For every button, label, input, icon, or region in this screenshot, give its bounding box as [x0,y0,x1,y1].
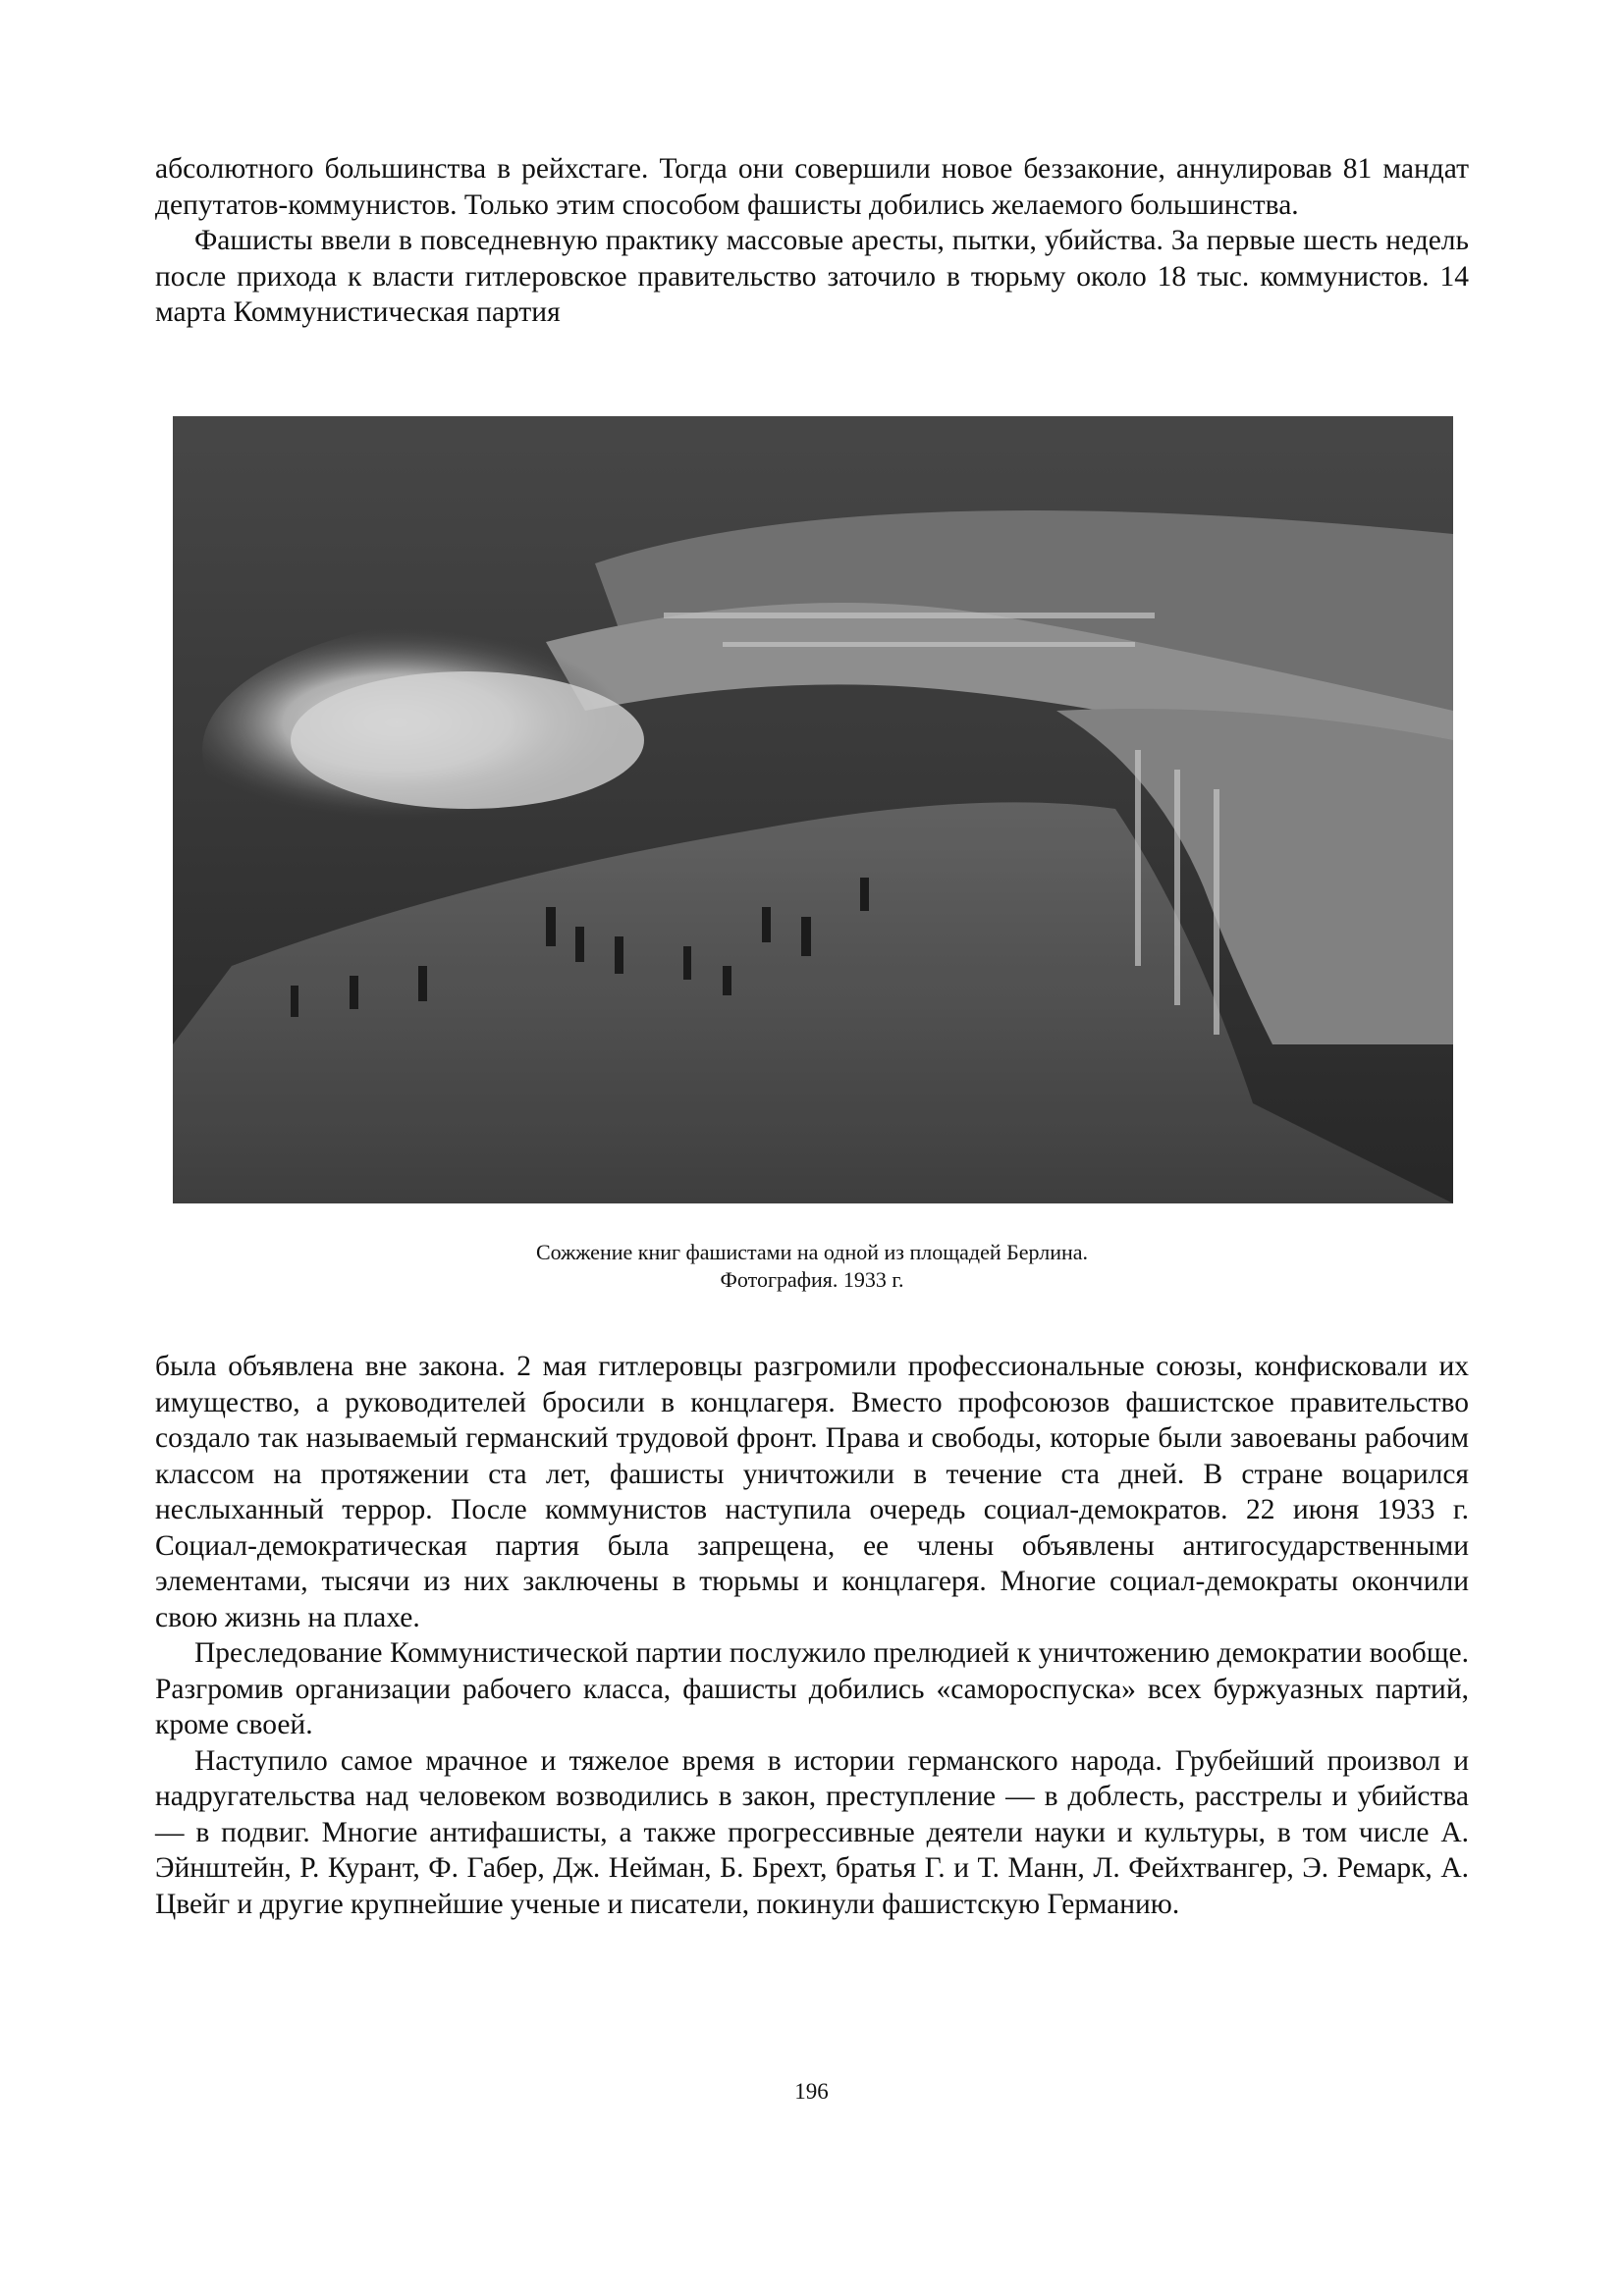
paragraph: Преследование Коммунистической партии послужило прелюдией к уничтожению демократии вообще. Разгромив организации рабочего класса, фашисты добились «самороспуска» всех буржуазных партий, кроме своей. [155,1637,1469,1740]
book-burning-photo [173,416,1453,1203]
top-text-block [155,151,1469,331]
paragraph-continuation: была объявлена вне закона. 2 мая гитлеровцы разгромили профессиональные союзы, конфисковали их имущество, а руководителей бросили в концлагеря. Вместо профсоюзов фашистское правительство создало так называемый германский трудовой фронт. Права и свободы, которые были завоеваны рабочим классом на протяжении ста лет, фашисты уничтожили в течение ста дней. В стране воцарился неслыханный террор. После коммунистов наступила очередь социал-демократов. 22 июня 1933 г. Социал-демократическая партия была запрещена, ее члены объявлены антигосударственными элементами, тысячи из них заключены в тюрьмы и концлагеря. Многие социал-демократы окончили свою жизнь на плахе. [155,1351,1469,1633]
figure-caption-source: Фотография. 1933 г. [720,1267,904,1292]
page-number: 196 [794,2079,829,2104]
paragraph-continuation: абсолютного большинства в рейхстаге. Тогда они совершили новое беззаконие, аннулировав 81 мандат депутатов-коммунистов. Только этим способом фашисты добились желаемого большинства. [155,153,1469,221]
figure-caption: Сожжение книг фашистами на одной из площадей Берлина. [535,1240,1089,1264]
paragraph: Наступило самое мрачное и тяжелое время в истории германского народа. Грубейший произвол и надругательства над человеком возводились в закон, преступление — в доблесть, расстрелы и убийства — в подвиг. Многие антифашисты, а также прогрессивные деятели науки и культуры, в том числе А. Эйнштейн, Р. Курант, Ф. Габер, Дж. Нейман, Б. Брехт, братья Г. и Т. Манн, Л. Фейхтвангер, Э. Ремарк, А. Цвейг и другие крупнейшие ученые и писатели, покинули фашистскую Германию. [155,1744,1469,1920]
paragraph: Фашисты ввели в повседневную практику массовые аресты, пытки, убийства. За первые шесть недель после прихода к власти гитлеровское правительство заточило в тюрьму около 18 тыс. коммунистов. 14 марта Коммунистическая партия [155,225,1469,328]
bottom-text-block [155,1349,1469,1922]
